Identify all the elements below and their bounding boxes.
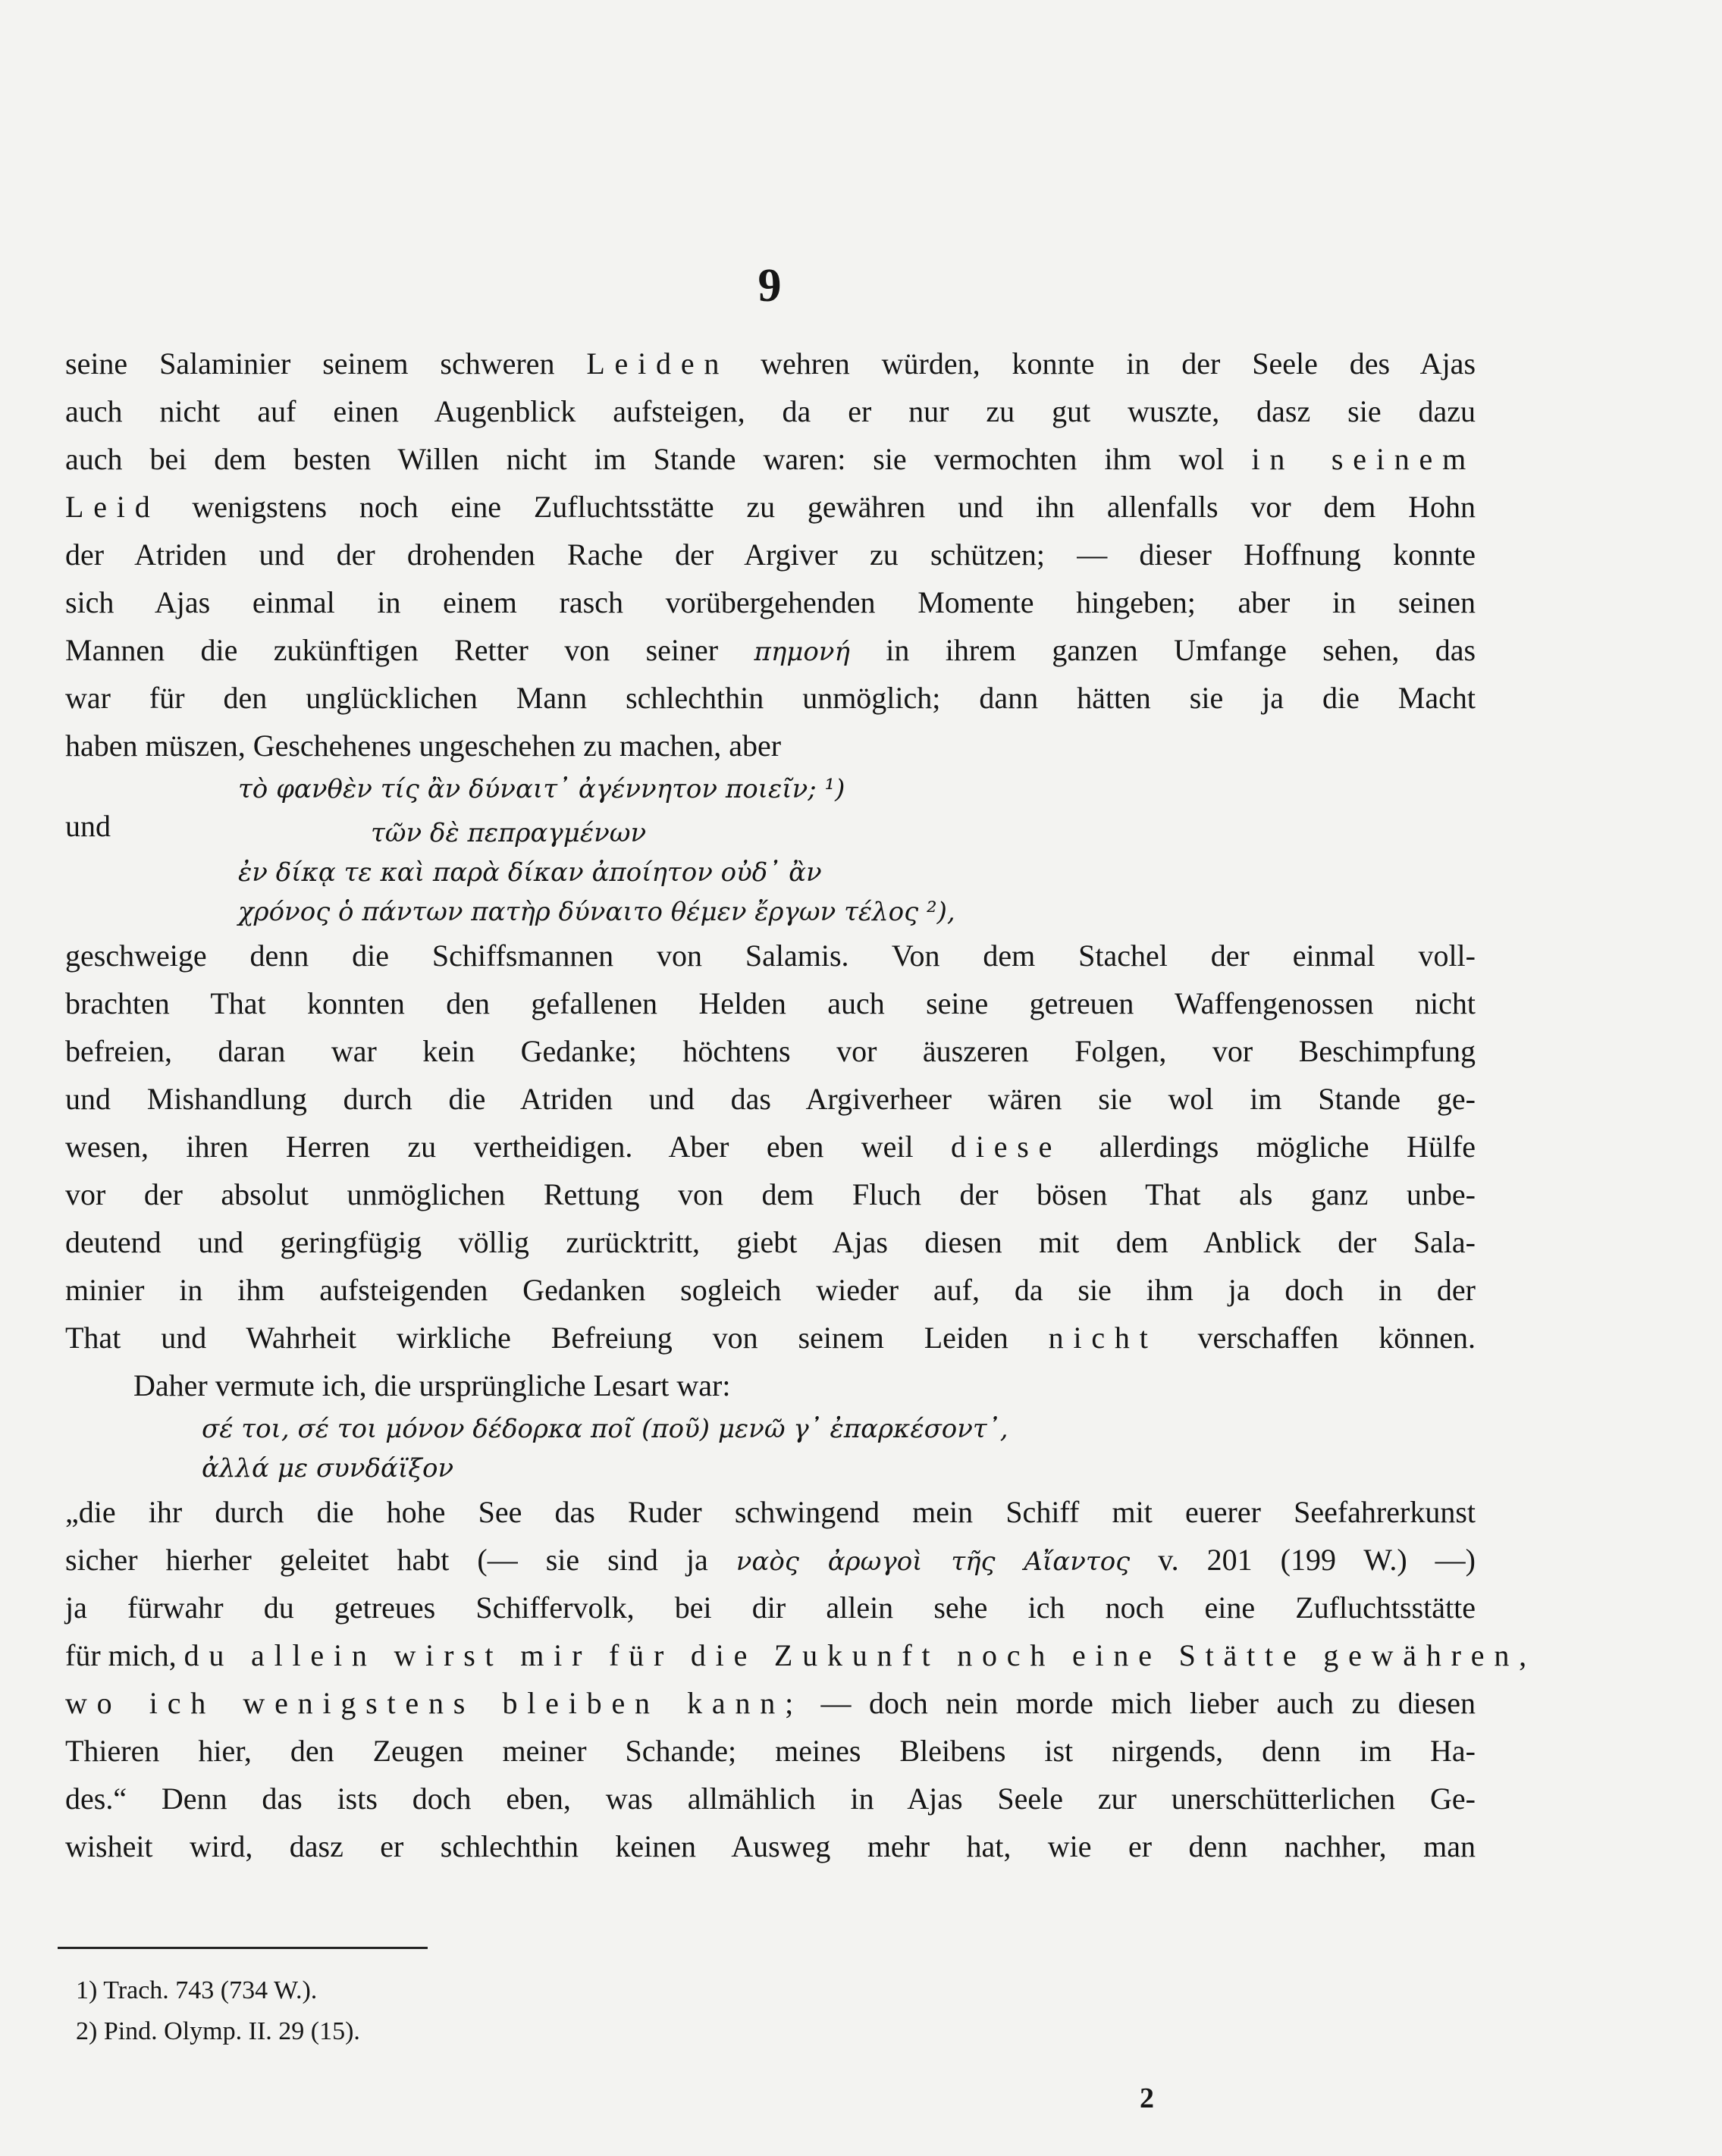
- footnote: 1) Trach. 743 (734 W.).: [76, 1976, 318, 2004]
- footnote-rule: [58, 1947, 428, 1949]
- text-line: der Atriden und der drohenden Rache der Argiver zu schützen; — dieser Hoffnung konnte: [65, 537, 1476, 572]
- text-line: ja fürwahr du getreues Schiffervolk, bei dir allein sehe ich noch eine Zufluchtsstätte: [65, 1590, 1476, 1625]
- text-line: Mannen die zukünftigen Retter von seiner πημονή in ihrem ganzen Umfange sehen, das: [65, 633, 1476, 667]
- footnote: 2) Pind. Olymp. II. 29 (15).: [76, 2017, 360, 2045]
- main-text: [65, 340, 1536, 1870]
- text-line: wo ich wenigstens bleiben kann; — doch nein morde mich lieber auch zu diesen: [65, 1686, 1476, 1720]
- text-line: für mich, du allein wirst mir für die Zukunft noch eine Stätte gewähren,: [65, 1638, 1536, 1672]
- text-line: minier in ihm aufsteigenden Gedanken sogleich wieder auf, da sie ihm ja doch in der: [65, 1273, 1476, 1307]
- text-line: befreien, daran war kein Gedanke; höchtens vor äuszeren Folgen, vor Beschimpfung: [65, 1034, 1476, 1068]
- text-line: des.“ Denn das ists doch eben, was allmählich in Ajas Seele zur unerschütterlichen Ge-: [65, 1782, 1476, 1816]
- text-line: Thieren hier, den Zeugen meiner Schande; meines Bleibens ist nirgends, denn im Ha-: [65, 1734, 1476, 1768]
- text-line: auch bei dem besten Willen nicht im Stande waren: sie vermochten ihm wol in seinem: [65, 442, 1476, 476]
- text-line: wesen, ihren Herren zu vertheidigen. Aber eben weil diese allerdings mögliche Hülfe: [65, 1130, 1476, 1164]
- text-line: seine Salaminier seinem schweren Leiden wehren würden, konnte in der Seele des Ajas: [65, 346, 1476, 381]
- text-line: sich Ajas einmal in einem rasch vorübergehenden Momente hingeben; aber in seinen: [65, 585, 1476, 619]
- greek-quote: ἐν δίκᾳ τε καὶ παρὰ δίκαν ἀποίητον οὐδ᾽ ἂν: [238, 857, 822, 888]
- text-line: That und Wahrheit wirkliche Befreiung von seinem Leiden nicht verschaffen können.: [65, 1321, 1476, 1355]
- text-line: sicher hierher geleitet habt (— sie sind ja ναὸς ἀρωγοὶ τῆς Αἴαντος v. 201 (199 W.) —): [65, 1543, 1476, 1577]
- greek-quote: τὸ φανθὲν τίς ἂν δύναιτ᾽ ἀγέννητον ποιεῖν; ¹): [238, 774, 845, 804]
- greek-quote: σέ τοι, σέ τοι μόνον δέδορκα ποῖ (ποῦ) μενῶ γ᾽ ἐπαρκέσοντ᾽,: [202, 1414, 1008, 1444]
- page-number: 9: [757, 260, 782, 312]
- text-line: „die ihr durch die hohe See das Ruder schwingend mein Schiff mit euerer Seefahrerkunst: [65, 1495, 1476, 1529]
- text-line: und: [65, 809, 111, 843]
- greek-quote: ἀλλά με συνδάϊξον: [202, 1453, 454, 1484]
- text-line: Daher vermute ich, die ursprüngliche Lesart war:: [133, 1368, 731, 1402]
- text-line: brachten That konnten den gefallenen Helden auch seine getreuen Waffengenossen nicht: [65, 986, 1476, 1020]
- text-line: auch nicht auf einen Augenblick aufsteigen, da er nur zu gut wuszte, dasz sie dazu: [65, 394, 1476, 428]
- text-line: geschweige denn die Schiffsmannen von Salamis. Von dem Stachel der einmal voll-: [65, 939, 1476, 973]
- signature-mark: 2: [1140, 2082, 1154, 2114]
- text-line: haben müszen, Geschehenes ungeschehen zu machen, aber: [65, 729, 782, 763]
- text-line: vor der absolut unmöglichen Rettung von dem Fluch der bösen That als ganz unbe-: [65, 1177, 1476, 1211]
- text-line: deutend und geringfügig völlig zurücktritt, giebt Ajas diesen mit dem Anblick der Sala-: [65, 1225, 1476, 1259]
- greek-quote: τῶν δὲ πεπραγμένων: [371, 818, 647, 848]
- text-line: Leid wenigstens noch eine Zufluchtsstätte zu gewähren und ihn allenfalls vor dem Hohn: [65, 490, 1476, 524]
- text-line: war für den unglücklichen Mann schlechthin unmöglich; dann hätten sie ja die Macht: [65, 681, 1476, 715]
- text-line: und Mishandlung durch die Atriden und das Argiverheer wären sie wol im Stande ge-: [65, 1082, 1476, 1116]
- text-line: wisheit wird, dasz er schlechthin keinen Ausweg mehr hat, wie er denn nachher, man: [65, 1829, 1476, 1863]
- greek-quote: χρόνος ὁ πάντων πατὴρ δύναιτο θέμεν ἔργων τέλος ²),: [238, 897, 955, 927]
